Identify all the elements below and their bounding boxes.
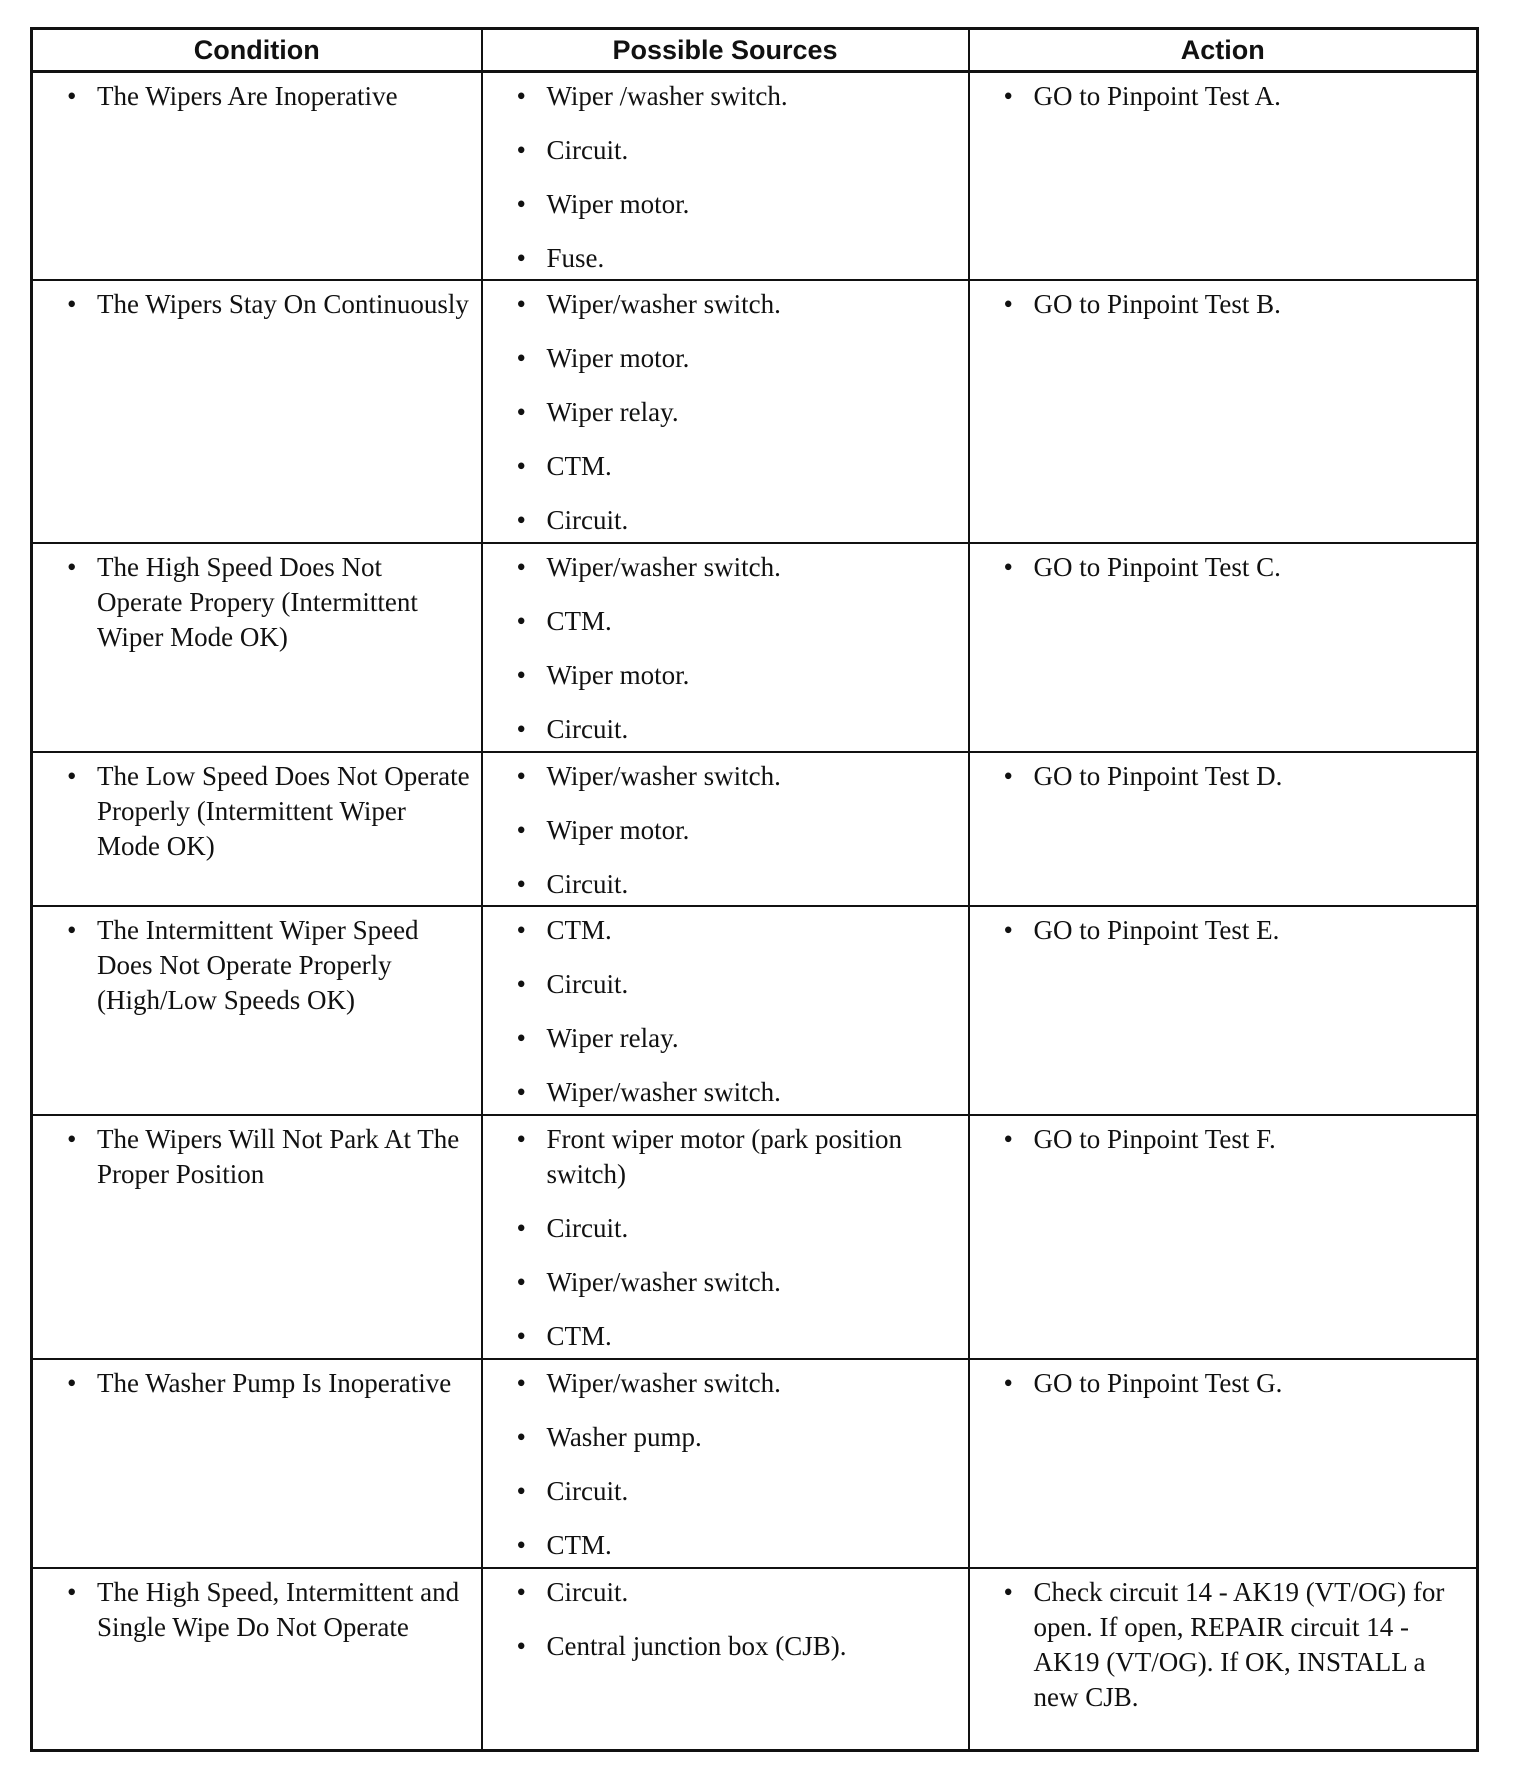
table-row <box>32 280 1478 543</box>
condition-cell <box>32 1568 482 1751</box>
sources-cell <box>482 72 969 281</box>
table-row <box>32 906 1478 1115</box>
table-row <box>32 1115 1478 1359</box>
source-item: • Circuit. <box>491 1211 960 1246</box>
condition-text: • The High Speed Does Not Operate Propery (Intermittent Wiper Mode OK) <box>41 550 473 655</box>
header-possible-sources: Possible Sources <box>482 29 969 72</box>
table-row <box>32 1359 1478 1568</box>
sources-cell <box>482 280 969 543</box>
condition-cell <box>32 72 482 281</box>
action-text: • GO to Pinpoint Test E. <box>978 913 1469 948</box>
source-item: • Wiper motor. <box>491 658 960 693</box>
source-item: • Wiper motor. <box>491 813 960 848</box>
symptom-chart-table <box>30 27 1479 1752</box>
source-item: • CTM. <box>491 449 960 484</box>
condition-text: • The Low Speed Does Not Operate Properly (Intermittent Wiper Mode OK) <box>41 759 473 864</box>
condition-text: • The Washer Pump Is Inoperative <box>41 1366 473 1401</box>
header-condition: Condition <box>32 29 482 72</box>
source-item: • Circuit. <box>491 133 960 168</box>
action-text: • GO to Pinpoint Test A. <box>978 79 1469 114</box>
source-item: • Wiper/washer switch. <box>491 550 960 585</box>
action-cell <box>969 543 1478 752</box>
action-cell <box>969 906 1478 1115</box>
condition-cell <box>32 1359 482 1568</box>
source-item: • Wiper/washer switch. <box>491 759 960 794</box>
condition-text: • The Wipers Stay On Continuously <box>41 287 473 322</box>
table-row <box>32 72 1478 281</box>
condition-text: • The Intermittent Wiper Speed Does Not Operate Properly (High/Low Speeds OK) <box>41 913 473 1018</box>
sources-cell <box>482 543 969 752</box>
source-item: • Circuit. <box>491 967 960 1002</box>
header-row <box>32 29 1478 72</box>
source-item: • CTM. <box>491 604 960 639</box>
source-item: • Wiper/washer switch. <box>491 287 960 322</box>
condition-text: • The Wipers Are Inoperative <box>41 79 473 114</box>
source-item: • Circuit. <box>491 1575 960 1610</box>
action-text: • GO to Pinpoint Test B. <box>978 287 1469 322</box>
action-text: • GO to Pinpoint Test C. <box>978 550 1469 585</box>
action-text: • GO to Pinpoint Test F. <box>978 1122 1469 1157</box>
source-item: • CTM. <box>491 1528 960 1563</box>
sources-cell <box>482 752 969 906</box>
action-text: • Check circuit 14 - AK19 (VT/OG) for open. If open, REPAIR circuit 14 - AK19 (VT/OG). If OK, INSTALL a new CJB. <box>978 1575 1469 1715</box>
sources-cell <box>482 1359 969 1568</box>
source-item: • Circuit. <box>491 503 960 538</box>
sources-cell <box>482 1115 969 1359</box>
source-item: • CTM. <box>491 913 960 948</box>
source-item: • Circuit. <box>491 712 960 747</box>
sources-cell <box>482 906 969 1115</box>
source-item: • Circuit. <box>491 1474 960 1509</box>
source-item: • Wiper/washer switch. <box>491 1366 960 1401</box>
condition-cell <box>32 906 482 1115</box>
action-text: • GO to Pinpoint Test D. <box>978 759 1469 794</box>
source-item: • Wiper motor. <box>491 187 960 222</box>
table-row <box>32 1568 1478 1751</box>
source-item: • Wiper/washer switch. <box>491 1265 960 1300</box>
source-item: • Fuse. <box>491 241 960 276</box>
source-item: • Wiper relay. <box>491 395 960 430</box>
source-item: • Wiper/washer switch. <box>491 1075 960 1110</box>
sources-cell <box>482 1568 969 1751</box>
header-action: Action <box>969 29 1478 72</box>
action-cell <box>969 1359 1478 1568</box>
action-text: • GO to Pinpoint Test G. <box>978 1366 1469 1401</box>
source-item: • Wiper relay. <box>491 1021 960 1056</box>
condition-cell <box>32 752 482 906</box>
source-item: • Wiper motor. <box>491 341 960 376</box>
table-row <box>32 543 1478 752</box>
action-cell <box>969 280 1478 543</box>
action-cell <box>969 1568 1478 1751</box>
action-cell <box>969 752 1478 906</box>
condition-text: • The Wipers Will Not Park At The Proper Position <box>41 1122 473 1192</box>
source-item: • Front wiper motor (park position switch) <box>491 1122 960 1192</box>
condition-text: • The High Speed, Intermittent and Single Wipe Do Not Operate <box>41 1575 473 1645</box>
source-item: • CTM. <box>491 1319 960 1354</box>
table-row <box>32 752 1478 906</box>
source-item: • Central junction box (CJB). <box>491 1629 960 1664</box>
condition-cell <box>32 543 482 752</box>
symptom-chart-page <box>30 27 1476 1752</box>
source-item: • Washer pump. <box>491 1420 960 1455</box>
source-item: • Wiper /washer switch. <box>491 79 960 114</box>
condition-cell <box>32 1115 482 1359</box>
action-cell <box>969 72 1478 281</box>
source-item: • Circuit. <box>491 867 960 902</box>
action-cell <box>969 1115 1478 1359</box>
condition-cell <box>32 280 482 543</box>
